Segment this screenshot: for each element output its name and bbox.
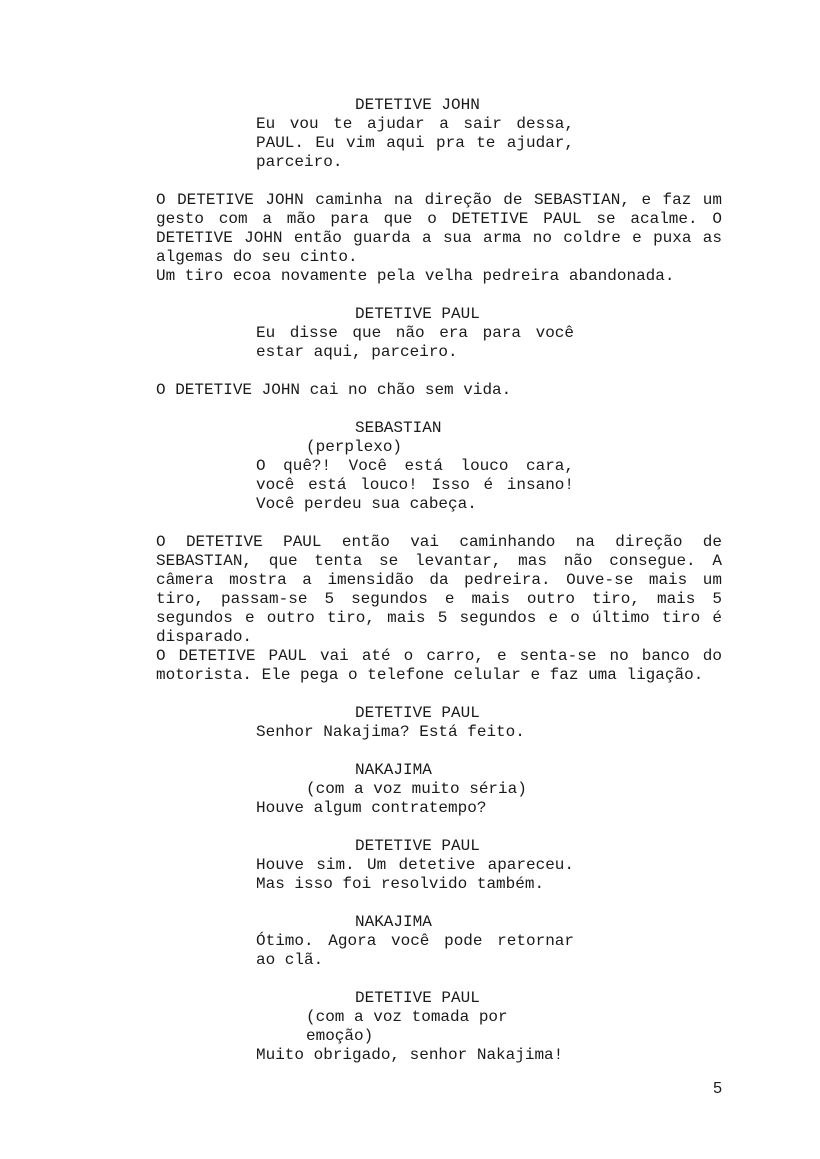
character-name: DETETIVE PAUL (355, 704, 480, 722)
action-line: gesto com a mão para que o DETETIVE PAUL se acalme. O (156, 210, 722, 228)
dialogue-line: Você perdeu sua cabeça. (256, 495, 477, 513)
dialogue-line: Eu disse que não era para você (256, 324, 574, 342)
dialogue-line: PAUL. Eu vim aqui pra te ajudar, (256, 134, 574, 152)
dialogue-line: Senhor Nakajima? Está feito. (256, 723, 525, 741)
dialogue-line: Houve sim. Um detetive apareceu. (256, 856, 574, 874)
parenthetical: (com a voz tomada por (306, 1008, 508, 1026)
dialogue-line: O quê?! Você está louco cara, (256, 457, 574, 475)
dialogue-line: parceiro. (256, 153, 343, 171)
dialogue-line: Muito obrigado, senhor Nakajima! (256, 1046, 564, 1064)
action-line: tiro, passam-se 5 segundos e mais outro tiro, mais 5 (156, 590, 722, 608)
action-line: segundos e outro tiro, mais 5 segundos e o último tiro é (156, 609, 722, 627)
action-line: O DETETIVE JOHN caminha na direção de SEBASTIAN, e faz um (156, 191, 722, 209)
action-line: SEBASTIAN, que tenta se levantar, mas não consegue. A (156, 552, 722, 570)
dialogue-line: Mas isso foi resolvido também. (256, 875, 545, 893)
action-line: O DETETIVE PAUL vai até o carro, e senta-se no banco do (156, 647, 722, 665)
dialogue-line: estar aqui, parceiro. (256, 343, 458, 361)
action-line: DETETIVE JOHN então guarda a sua arma no coldre e puxa as (156, 229, 722, 247)
dialogue-line: ao clã. (256, 951, 324, 969)
dialogue-line: você está louco! Isso é insano! (256, 476, 574, 494)
character-name: DETETIVE JOHN (355, 96, 480, 114)
action-line: Um tiro ecoa novamente pela velha pedreira abandonada. (156, 267, 675, 285)
parenthetical: (com a voz muito séria) (306, 780, 527, 798)
parenthetical: (perplexo) (306, 438, 403, 456)
dialogue-line: Ótimo. Agora você pode retornar (256, 932, 574, 950)
action-line: motorista. Ele pega o telefone celular e faz uma ligação. (156, 666, 704, 684)
action-line: O DETETIVE PAUL então vai caminhando na direção de (156, 533, 722, 551)
character-name: SEBASTIAN (355, 419, 442, 437)
character-name: DETETIVE PAUL (355, 305, 480, 323)
character-name: NAKAJIMA (355, 761, 432, 779)
action-line: disparado. (156, 628, 253, 646)
dialogue-line: Houve algum contratempo? (256, 799, 487, 817)
page-number: 5 (713, 1080, 722, 1097)
character-name: DETETIVE PAUL (355, 837, 480, 855)
dialogue-line: Eu vou te ajudar a sair dessa, (256, 115, 574, 133)
action-line: câmera mostra a imensidão da pedreira. Ouve-se mais um (156, 571, 722, 589)
action-line: algemas do seu cinto. (156, 248, 358, 266)
action-line: O DETETIVE JOHN cai no chão sem vida. (156, 381, 512, 399)
character-name: DETETIVE PAUL (355, 989, 480, 1007)
parenthetical: emoção) (306, 1027, 374, 1045)
character-name: NAKAJIMA (355, 913, 432, 931)
